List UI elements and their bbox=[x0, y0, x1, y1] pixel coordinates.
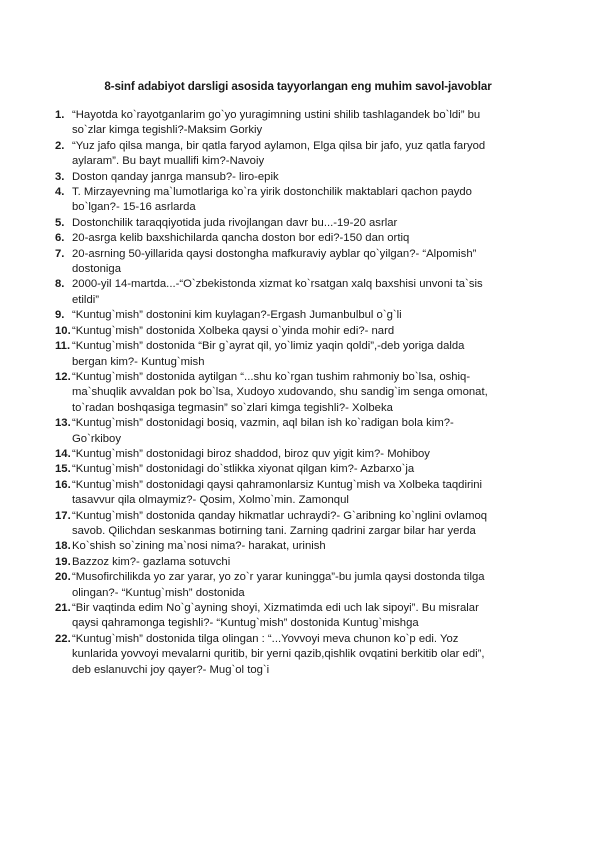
qa-item-text-line: “Kuntug`mish” dostonidagi bosiq, vazmin, aql bilan ish ko`radigan bola kim?- bbox=[72, 417, 454, 430]
qa-item-text-line: etildi” bbox=[72, 293, 99, 306]
qa-item-number: 11. bbox=[55, 340, 71, 353]
qa-item bbox=[55, 185, 596, 216]
qa-item-number: 1. bbox=[55, 109, 65, 121]
qa-item-text-line: “Kuntug`mish” dostonidagi qaysi qahramonlarsiz Kuntug`mish va Xolbeka taqdirini bbox=[72, 478, 483, 491]
qa-item-number: 6. bbox=[55, 232, 65, 245]
qa-item-number: 13. bbox=[55, 417, 71, 430]
qa-item bbox=[55, 339, 596, 370]
qa-item-text-line: aylaram”. Bu bayt muallifi kim?-Navoiy bbox=[72, 155, 265, 168]
question-answer-list bbox=[55, 108, 596, 678]
qa-item bbox=[55, 632, 596, 678]
qa-item-text-line: “Bir vaqtinda edim No`g`ayning shoyi, Xizmatimda edi uch lak sipoyi”. Bu misralar bbox=[72, 602, 479, 614]
qa-item bbox=[55, 139, 596, 170]
qa-item bbox=[55, 324, 596, 339]
qa-item-text-line: “Kuntug`mish” dostonida “Bir g`ayrat qil, yo`limiz yaqin qoldi”,-deb yoriga dalda bbox=[72, 340, 465, 353]
qa-item-number: 10. bbox=[55, 324, 71, 337]
qa-item bbox=[55, 539, 596, 554]
qa-item-text-line: kunlarida yovvoyi mevalarni quritib, bir yerni qazib,qishlik ovqatini berkitib olar edi”, bbox=[72, 648, 485, 661]
qa-item bbox=[55, 462, 596, 477]
qa-item-text-line: “Yuz jafo qilsa manga, bir qatla faryod aylamon, Elga qilsa bir jafo, yuz qatla faryod bbox=[72, 139, 486, 152]
qa-item-text-line: to`radan boshqasiga tegmasin” so`zlari kimga tegishli?- Xolbeka bbox=[72, 401, 393, 414]
qa-item-number: 18. bbox=[55, 540, 71, 553]
qa-item-text-line: Ko`shish so`zining ma`nosi nima?- harakat, urinish bbox=[72, 540, 326, 553]
qa-item-number: 4. bbox=[55, 186, 65, 199]
qa-item-number: 22. bbox=[55, 632, 71, 645]
qa-item-text-line: “Hayotda ko`rayotganlarim go`yo yuragimning ustini shilib tashlagandek bo`ldi” bu bbox=[72, 109, 481, 121]
qa-item-text-line: “Kuntug`mish” dostonini kim kuylagan?-Ergash Jumanbulbul o`g`li bbox=[72, 309, 402, 322]
qa-item-text-line: bergan kim?- Kuntug`mish bbox=[72, 355, 205, 368]
qa-item-number: 21. bbox=[55, 602, 71, 614]
qa-item-number: 8. bbox=[55, 278, 65, 291]
qa-item-text-line: Bazzoz kim?- gazlama sotuvchi bbox=[72, 555, 231, 568]
qa-item-text-line: savob. Qilichdan seskanmas botirning tani. Zarning qadrini zargar bilar har yerda bbox=[72, 524, 476, 537]
qa-item-text-line: “Kuntug`mish” dostonida tilga olingan : “...Yovvoyi meva chunon ko`p edi. Yoz bbox=[72, 632, 459, 645]
qa-item bbox=[55, 555, 596, 570]
qa-item bbox=[55, 247, 596, 278]
qa-item-number: 19. bbox=[55, 555, 71, 568]
qa-item-text-line: “Kuntug`mish” dostonida Xolbeka qaysi o`yinda mohir edi?- nard bbox=[72, 324, 395, 337]
qa-item-text-line: qaysi qahramonga tegishli?- “Kuntug`mish” dostonida Kuntug`mishga bbox=[72, 617, 419, 630]
qa-item-number: 17. bbox=[55, 509, 71, 522]
qa-item-text-line: “Kuntug`mish” dostonida qanday hikmatlar uchraydi?- G`aribning ko`nglini ovlamoq bbox=[72, 509, 488, 522]
qa-item bbox=[55, 231, 596, 246]
qa-item bbox=[55, 308, 596, 323]
qa-item-text-line: tasavvur qila olmaymiz?- Qosim, Xolmo`min. Zamonqul bbox=[72, 494, 349, 507]
qa-item-text-line: 2000-yil 14-martda...-“O`zbekistonda xizmat ko`rsatgan xalq baxshisi unvoni ta`sis bbox=[72, 278, 483, 291]
qa-item bbox=[55, 447, 596, 462]
qa-item bbox=[55, 416, 596, 447]
qa-item-text-line: so`zlar kimga tegishli?-Maksim Gorkiy bbox=[72, 124, 263, 137]
qa-item bbox=[55, 370, 596, 416]
qa-item bbox=[55, 570, 596, 601]
qa-item-number: 9. bbox=[55, 309, 65, 322]
qa-item-number: 15. bbox=[55, 463, 71, 476]
qa-item-text-line: Dostonchilik taraqqiyotida juda rivojlangan davr bu...-19-20 asrlar bbox=[72, 216, 398, 229]
qa-item bbox=[55, 216, 596, 231]
qa-item-number: 16. bbox=[55, 478, 71, 491]
document-title: 8-sinf adabiyot darsligi asosida tayyorlangan eng muhim savol-javoblar bbox=[104, 80, 492, 93]
qa-item bbox=[55, 478, 596, 509]
qa-item-text-line: ma`shuqlik avvaldan pok bo`lsa, Xudoyo xudovando, shu sandig`im senga omonat, bbox=[72, 386, 488, 399]
qa-item bbox=[55, 277, 596, 308]
qa-item-number: 14. bbox=[55, 447, 71, 460]
qa-item-number: 20. bbox=[55, 571, 71, 584]
qa-item-text-line: “Musofirchilikda yo zar yarar, yo zo`r yarar kuningga”-bu jumla qaysi dostonda tilga bbox=[72, 571, 485, 584]
qa-item-number: 7. bbox=[55, 247, 65, 260]
qa-item-text-line: Doston qanday janrga mansub?- liro-epik bbox=[72, 170, 279, 183]
qa-item-text-line: 20-asrning 50-yillarida qaysi dostongha mafkuraviy ayblar qo`yilgan?- “Alpomish” bbox=[72, 247, 477, 260]
qa-item-text-line: deb eslanuvchi joy qayer?- Mug`ol tog`i bbox=[72, 663, 270, 676]
qa-item-text-line: 20-asrga kelib baxshichilarda qancha doston bor edi?-150 dan ortiq bbox=[72, 232, 410, 245]
qa-item-text-line: olingan?- “Kuntug`mish” dostonida bbox=[72, 586, 245, 599]
qa-item-text-line: Go`rkiboy bbox=[72, 432, 121, 445]
qa-item bbox=[55, 108, 596, 139]
qa-item-text-line: dostoniga bbox=[72, 263, 121, 276]
qa-item-text-line: “Kuntug`mish” dostonidagi do`stlikka xiyonat qilgan kim?- Azbarxo`ja bbox=[72, 463, 415, 476]
qa-item-number: 3. bbox=[55, 170, 65, 183]
qa-item-text-line: “Kuntug`mish” dostonidagi biroz shaddod, biroz quv yigit kim?- Mohiboy bbox=[72, 447, 430, 460]
qa-item bbox=[55, 170, 596, 185]
qa-item bbox=[55, 601, 596, 632]
qa-item-number: 12. bbox=[55, 370, 71, 383]
qa-item bbox=[55, 509, 596, 540]
qa-item-text-line: T. Mirzayevning ma`lumotlariga ko`ra yirik dostonchilik maktablari qachon paydo bbox=[72, 186, 472, 199]
qa-item-number: 2. bbox=[55, 139, 65, 152]
qa-item-text-line: “Kuntug`mish” dostonida aytilgan “...shu ko`rgan tushim rahmoniy bo`lsa, oshiq- bbox=[72, 370, 471, 383]
qa-item-number: 5. bbox=[55, 216, 65, 229]
qa-item-text-line: bo`lgan?- 15-16 asrlarda bbox=[72, 201, 196, 214]
